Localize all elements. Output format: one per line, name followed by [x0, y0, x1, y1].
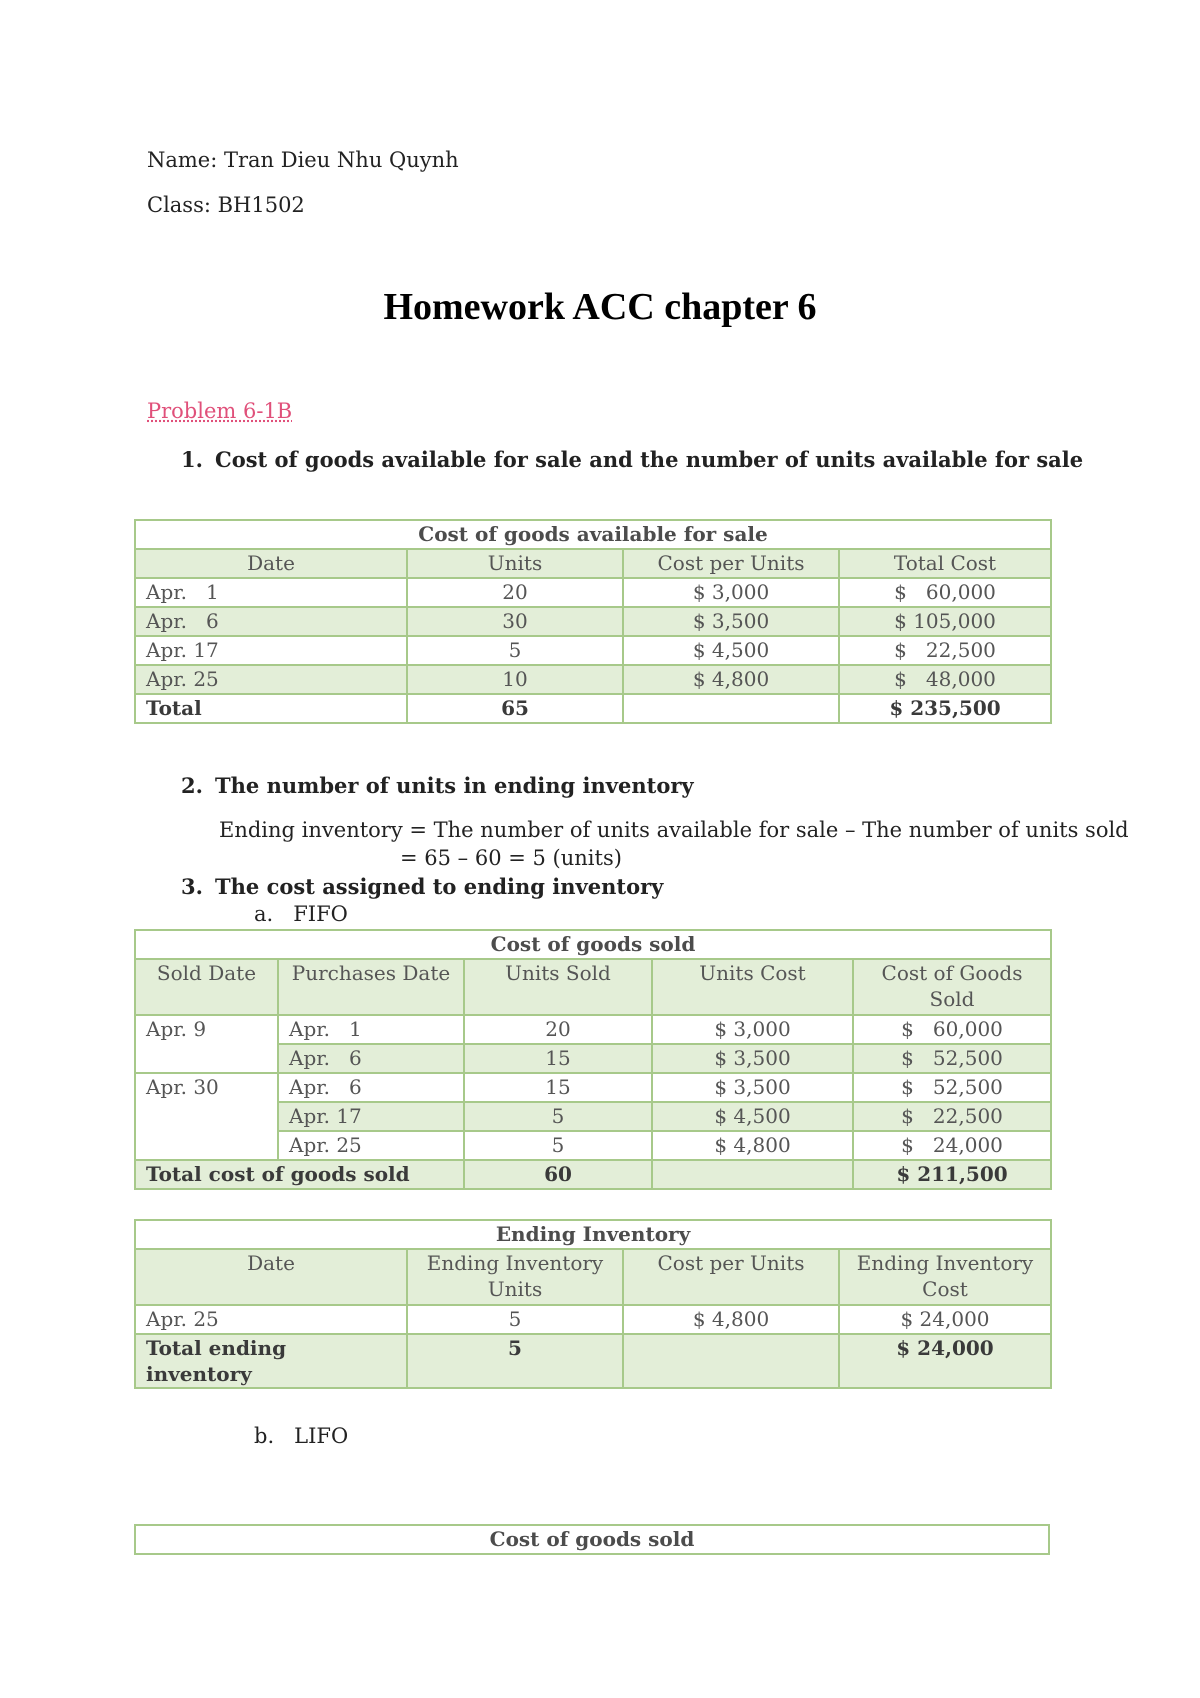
total-label: Total ending inventory [135, 1334, 407, 1388]
column-header: Cost per Units [623, 1249, 839, 1305]
column-header: Sold Date [135, 959, 278, 1015]
total-units: 5 [407, 1334, 623, 1388]
page-title: Homework ACC chapter 6 [383, 286, 817, 328]
ending-inventory-result: = 65 – 60 = 5 (units) [400, 846, 622, 870]
cell-units-sold: 5 [464, 1131, 652, 1160]
question-1-text: Cost of goods available for sale and the number of units available for sale [215, 447, 1084, 472]
cell-cogs: $ 24,000 [853, 1131, 1051, 1160]
cell-purchase-date: Apr. 25 [278, 1131, 464, 1160]
table-row [135, 607, 1051, 636]
cell-cogs: $ 22,500 [853, 1102, 1051, 1131]
column-header: Date [135, 1249, 407, 1305]
cell-cogs: $ 52,500 [853, 1044, 1051, 1073]
ending-inventory-formula: Ending inventory = The number of units available for sale – The number of units sold [219, 818, 1129, 842]
cell-sold-date: Apr. 30 [135, 1073, 278, 1160]
cell-cogs: $ 60,000 [853, 1015, 1051, 1044]
table-caption: Cost of goods available for sale [135, 520, 1051, 549]
cell-inventory-cost: $ 24,000 [839, 1305, 1051, 1334]
cell-date: Apr. 25 [135, 665, 407, 694]
total-inventory-cost: $ 24,000 [839, 1334, 1051, 1388]
total-empty [623, 694, 839, 723]
column-header: Units [407, 549, 623, 578]
cell-total-cost: $ 105,000 [839, 607, 1051, 636]
table-row [135, 1305, 1051, 1334]
cell-date: Apr. 25 [135, 1305, 407, 1334]
table-total-row [135, 1160, 1051, 1189]
cell-total-cost: $ 60,000 [839, 578, 1051, 607]
cell-units-sold: 20 [464, 1015, 652, 1044]
cell-total-cost: $ 48,000 [839, 665, 1051, 694]
column-header: Purchases Date [278, 959, 464, 1015]
student-name: Name: Tran Dieu Nhu Quynh [147, 148, 459, 172]
cell-units-sold: 15 [464, 1044, 652, 1073]
question-2-number: 2. [181, 773, 203, 798]
table-cogs-lifo [134, 1524, 1050, 1555]
column-header: Units Sold [464, 959, 652, 1015]
question-3-number: 3. [181, 874, 203, 899]
question-2-text: The number of units in ending inventory [215, 773, 694, 798]
cell-units-sold: 5 [464, 1102, 652, 1131]
cell-total-cost: $ 22,500 [839, 636, 1051, 665]
cell-date: Apr. 6 [135, 607, 407, 636]
table-total-row [135, 694, 1051, 723]
table-goods-available [134, 519, 1052, 724]
column-header: Date [135, 549, 407, 578]
question-3-text: The cost assigned to ending inventory [215, 874, 664, 899]
total-empty [652, 1160, 853, 1189]
table-ending-inventory [134, 1219, 1052, 1389]
total-units: 60 [464, 1160, 652, 1189]
cell-date: Apr. 1 [135, 578, 407, 607]
cell-unit-cost: $ 4,800 [623, 665, 839, 694]
cell-units: 5 [407, 1305, 623, 1334]
cell-units: 20 [407, 578, 623, 607]
total-cost: $ 235,500 [839, 694, 1051, 723]
problem-heading: Problem 6-1B [147, 399, 293, 423]
method-lifo: b. LIFO [254, 1424, 349, 1448]
column-header: Ending Inventory Units [407, 1249, 623, 1305]
cell-unit-cost: $ 3,000 [652, 1015, 853, 1044]
cell-unit-cost: $ 4,500 [623, 636, 839, 665]
cell-date: Apr. 17 [135, 636, 407, 665]
cell-units: 5 [407, 636, 623, 665]
cell-unit-cost: $ 3,000 [623, 578, 839, 607]
student-class: Class: BH1502 [147, 193, 305, 217]
table-caption: Cost of goods sold [135, 1525, 1049, 1554]
cell-units: 10 [407, 665, 623, 694]
table-row [135, 1015, 1051, 1044]
cell-unit-cost: $ 3,500 [623, 607, 839, 636]
cell-purchase-date: Apr. 17 [278, 1102, 464, 1131]
total-units: 65 [407, 694, 623, 723]
table-row [135, 665, 1051, 694]
question-3 [181, 874, 663, 899]
column-header: Cost of Goods Sold [853, 959, 1051, 1015]
cell-unit-cost: $ 4,800 [623, 1305, 839, 1334]
column-header: Total Cost [839, 549, 1051, 578]
method-fifo: a. FIFO [254, 902, 348, 926]
table-total-row [135, 1334, 1051, 1388]
table-row [135, 1073, 1051, 1102]
cell-unit-cost: $ 3,500 [652, 1044, 853, 1073]
table-caption: Cost of goods sold [135, 930, 1051, 959]
column-header: Cost per Units [623, 549, 839, 578]
cell-units: 30 [407, 607, 623, 636]
question-1-number: 1. [181, 447, 203, 472]
table-cogs-fifo [134, 929, 1052, 1190]
total-cogs: $ 211,500 [853, 1160, 1051, 1189]
cell-units-sold: 15 [464, 1073, 652, 1102]
total-label: Total cost of goods sold [135, 1160, 464, 1189]
cell-sold-date: Apr. 9 [135, 1015, 278, 1073]
cell-unit-cost: $ 4,500 [652, 1102, 853, 1131]
column-header: Ending Inventory Cost [839, 1249, 1051, 1305]
cell-purchase-date: Apr. 1 [278, 1015, 464, 1044]
cell-unit-cost: $ 3,500 [652, 1073, 853, 1102]
question-1 [181, 447, 1083, 472]
cell-cogs: $ 52,500 [853, 1073, 1051, 1102]
table-row [135, 636, 1051, 665]
total-empty [623, 1334, 839, 1388]
cell-purchase-date: Apr. 6 [278, 1073, 464, 1102]
total-label: Total [135, 694, 407, 723]
question-2 [181, 773, 694, 798]
table-caption: Ending Inventory [135, 1220, 1051, 1249]
cell-purchase-date: Apr. 6 [278, 1044, 464, 1073]
table-row [135, 578, 1051, 607]
cell-unit-cost: $ 4,800 [652, 1131, 853, 1160]
column-header: Units Cost [652, 959, 853, 1015]
